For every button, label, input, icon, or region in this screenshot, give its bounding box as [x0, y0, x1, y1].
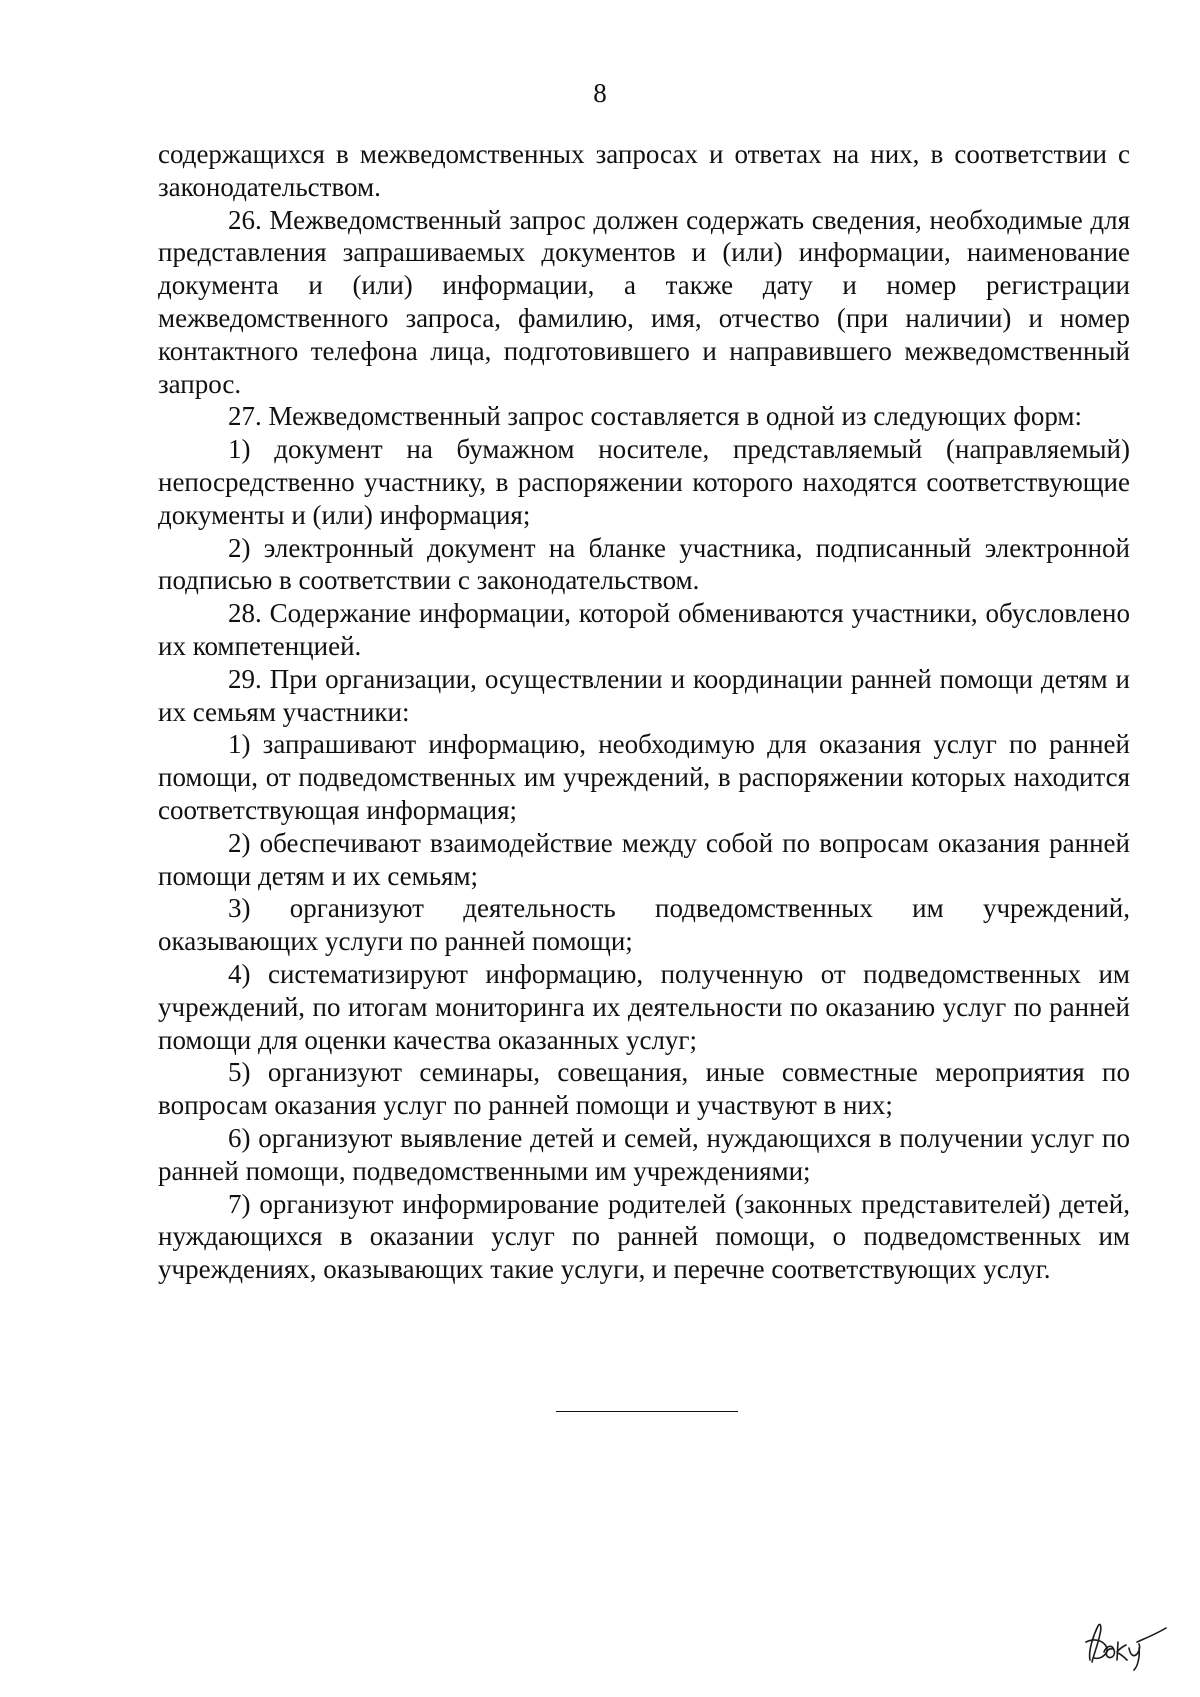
paragraph-item-29-2: 2) обеспечивают взаимодействие между собой по вопросам оказания ранней помощи детям и их семьям; — [158, 827, 1130, 891]
document-text-body — [158, 138, 1130, 1286]
paragraph-item-26: 26. Межведомственный запрос должен содержать сведения, необходимые для представления запрашиваемых документов и (или) информации, наименование документа и (или) информации, а также дату и номер регистрации межведомственного запроса, фамилию, имя, отчество (при наличии) и номер контактного телефона лица, подготовившего и направившего межведомственный запрос. — [158, 204, 1130, 399]
paragraph-item-29-3: 3) организуют деятельность подведомственных им учреждений, оказывающих услуги по ранней помощи; — [158, 893, 1130, 957]
paragraph-item-29-5: 5) организуют семинары, совещания, иные совместные мероприятия по вопросам оказания услуг по ранней помощи и участвуют в них; — [158, 1057, 1130, 1121]
paragraph-item-27-2: 2) электронный документ на бланке участника, подписанный электронной подписью в соответствии с законодательством. — [158, 532, 1130, 596]
paragraph-continuation: содержащихся в межведомственных запросах и ответах на них, в соответствии с законодательством. — [158, 139, 1130, 202]
paragraph-item-27: 27. Межведомственный запрос составляется в одной из следующих форм: — [228, 401, 1082, 432]
paragraph-item-29: 29. При организации, осуществлении и координации ранней помощи детям и их семьям участники: — [158, 663, 1130, 727]
page-number: 8 — [593, 78, 607, 108]
paragraph-item-29-4: 4) систематизируют информацию, полученную от подведомственных им учреждений, по итогам мониторинга их деятельности по оказанию услуг по ранней помощи для оценки качества оказанных услуг; — [158, 958, 1130, 1055]
handwritten-initials-icon — [1080, 1612, 1170, 1672]
paragraph-item-29-7: 7) организуют информирование родителей (законных представителей) детей, нуждающихся в оказании услуг по ранней помощи, о подведомственных им учреждениях, оказывающих такие услуги, и перечне соответствующих услуг. — [158, 1188, 1130, 1285]
paragraph-item-27-1: 1) документ на бумажном носителе, представляемый (направляемый) непосредственно участнику, в распоряжении которого находятся соответствующие документы и (или) информация; — [158, 434, 1130, 530]
paragraph-item-29-1: 1) запрашивают информацию, необходимую для оказания услуг по ранней помощи, от подведомственных им учреждений, в распоряжении которых находится соответствующая информация; — [158, 729, 1130, 825]
paragraph-item-29-6: 6) организуют выявление детей и семей, нуждающихся в получении услуг по ранней помощи, подведомственными им учреждениями; — [158, 1122, 1130, 1186]
paragraph-item-28: 28. Содержание информации, которой обмениваются участники, обусловлено их компетенцией. — [158, 598, 1130, 661]
end-of-text-separator-line — [556, 1411, 738, 1412]
